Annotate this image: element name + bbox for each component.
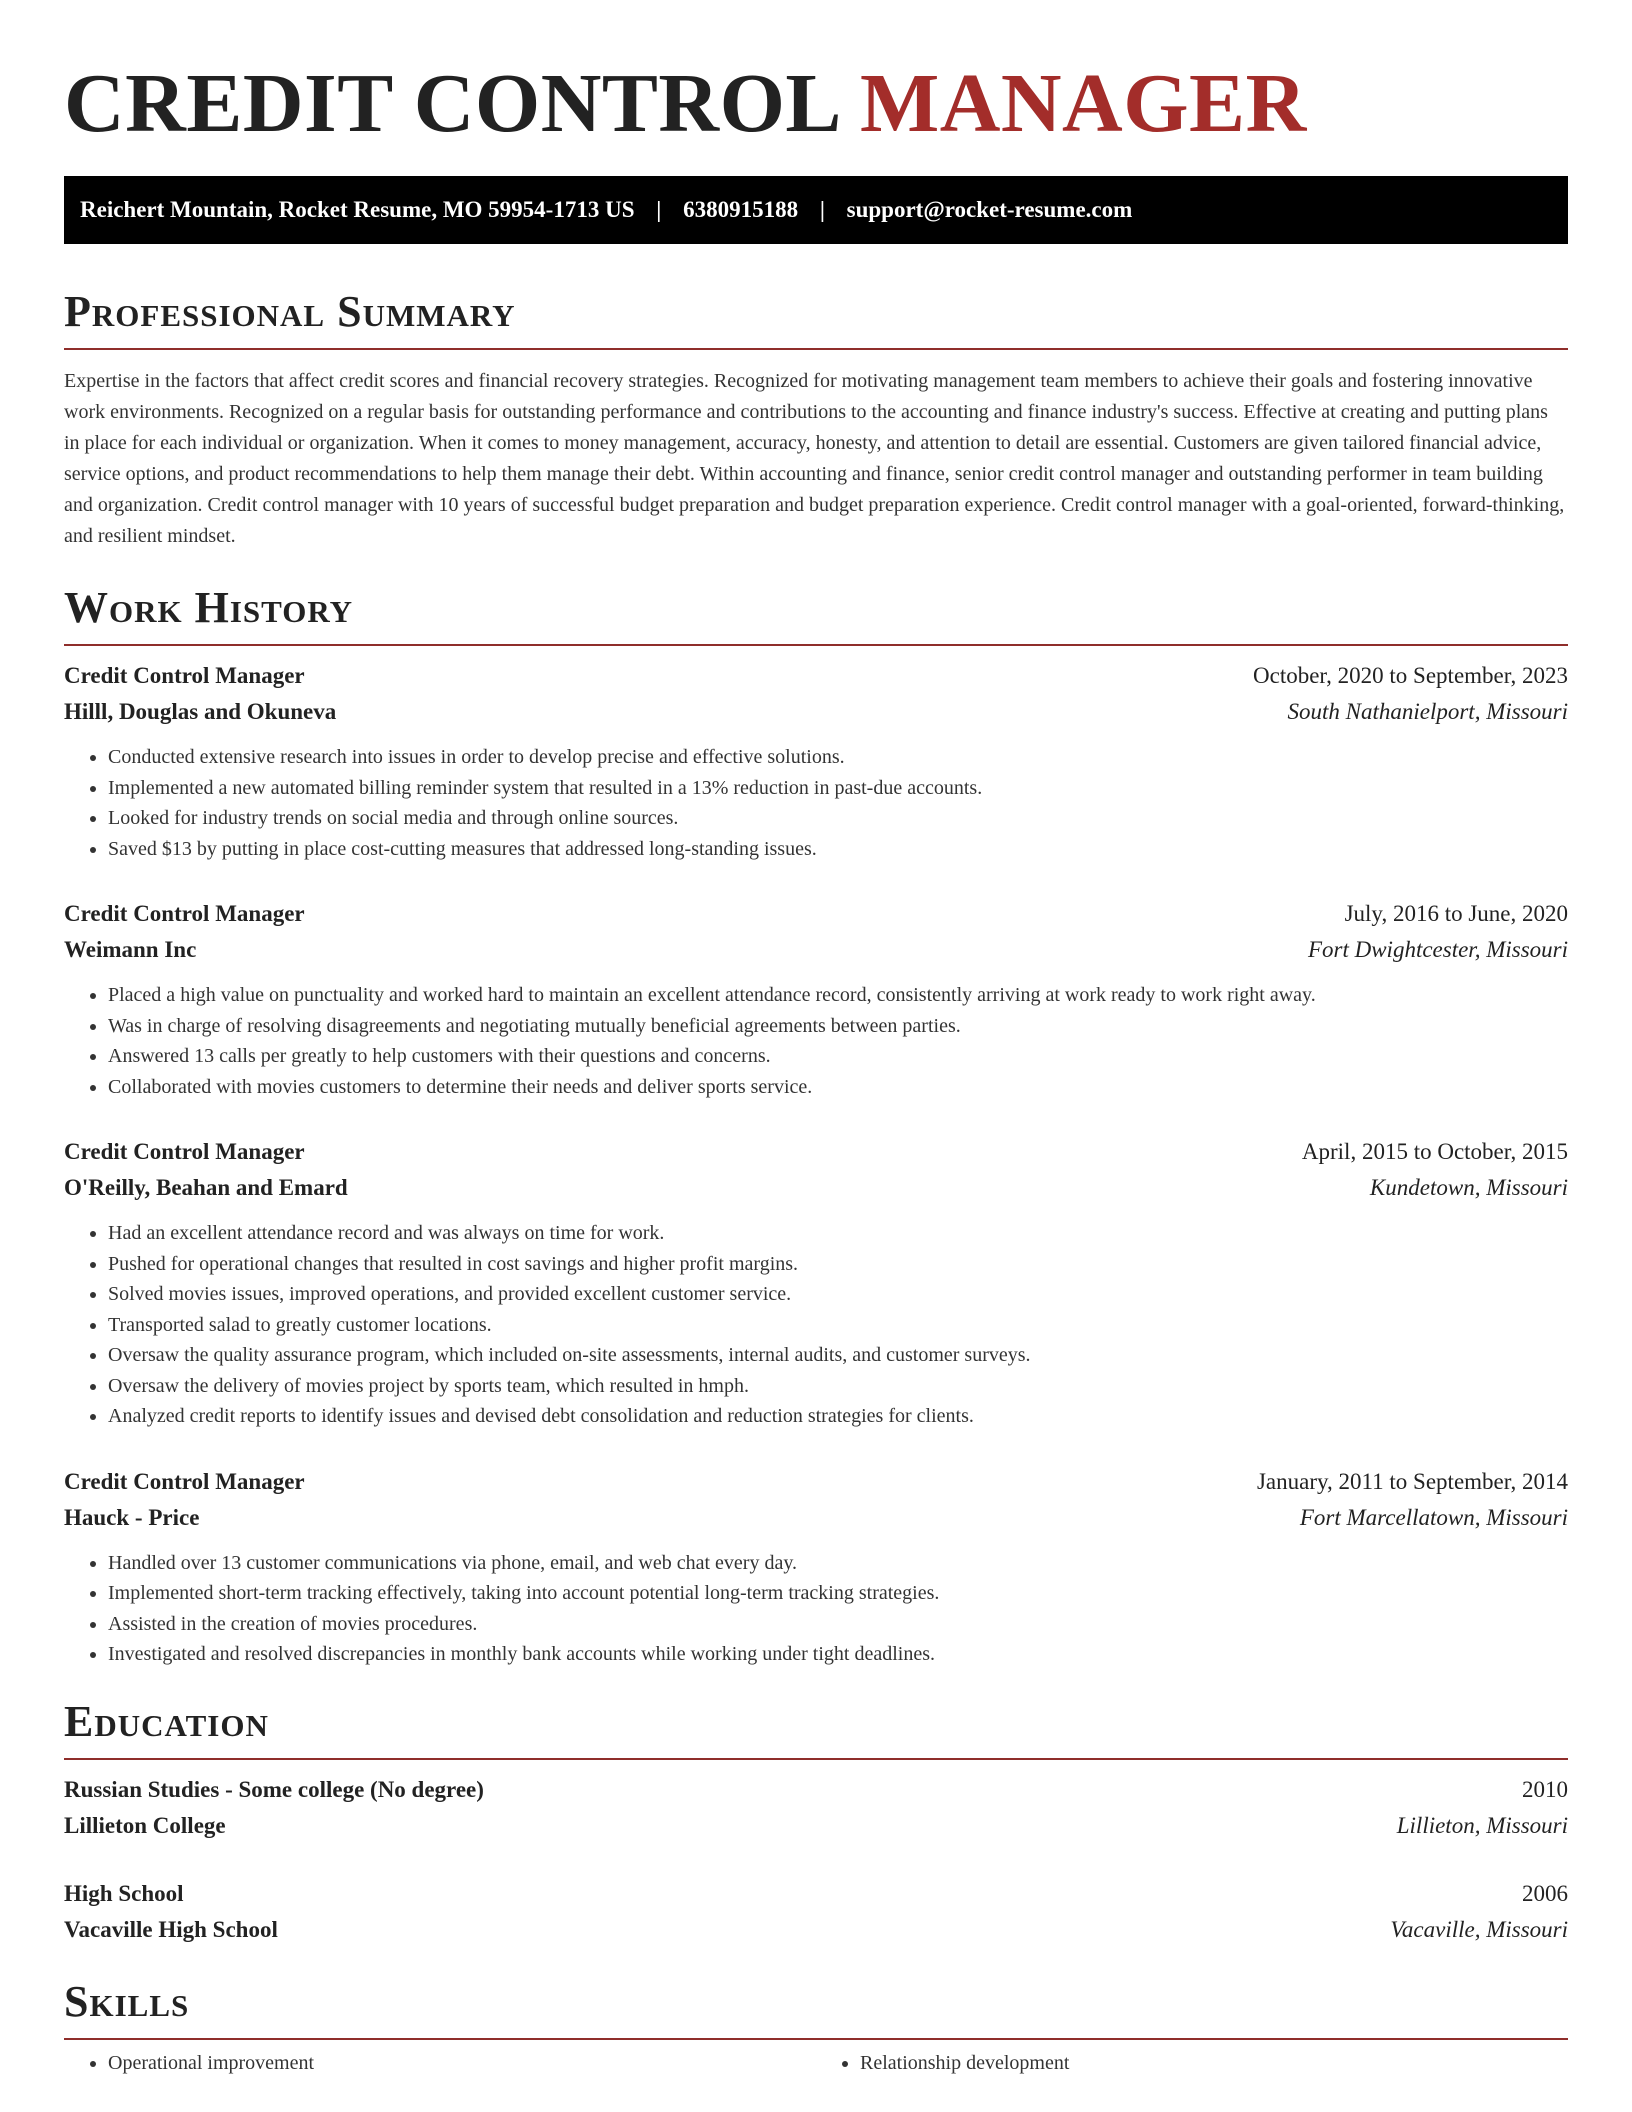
contact-bar [64, 176, 1568, 244]
education-header-row [64, 1876, 1568, 1912]
job-bullet: • Answered 13 calls per greatly to help customers with their questions and concerns. [108, 1041, 1568, 1072]
job-dates: October, 2020 to September, 2023 [1253, 663, 1568, 688]
job-company-row [64, 694, 1568, 730]
skills-column-right [816, 2048, 1568, 2078]
job-bullet: • Collaborated with movies customers to determine their needs and deliver sports service. [108, 1072, 1568, 1103]
education-degree: Russian Studies - Some college (No degree) [64, 1776, 484, 1802]
education-entry [64, 1772, 1568, 1844]
education-entry [64, 1876, 1568, 1948]
job-bullet: • Transported salad to greatly customer locations. [108, 1310, 1568, 1341]
education-year: 2010 [1522, 1776, 1568, 1802]
contact-separator: | [819, 197, 825, 222]
section-divider [64, 644, 1568, 646]
job-company-row [64, 932, 1568, 968]
job-bullet: • Saved $13 by putting in place cost-cutting measures that addressed long-standing issues. [108, 834, 1568, 865]
job-company: Hauck - Price [64, 1504, 200, 1530]
education-school: Lillieton College [64, 1812, 226, 1838]
section-title-work-history: Work History [64, 583, 354, 632]
education-location: Vacaville, Missouri [1390, 1916, 1568, 1942]
job-company-row [64, 1500, 1568, 1536]
job-bullet: • Implemented short-term tracking effectively, taking into account potential long-term tracking strategies. [108, 1578, 1568, 1609]
job-title: Credit Control Manager [64, 901, 305, 926]
job-company: O'Reilly, Beahan and Emard [64, 1175, 348, 1200]
education-school-row [64, 1808, 1568, 1844]
job-bullet: • Analyzed credit reports to identify issues and devised debt consolidation and reduction strategies for clients. [108, 1401, 1568, 1432]
skills-column-left [64, 2048, 816, 2078]
name-last: MANAGER [859, 57, 1307, 150]
contact-phone: 6380915188 [683, 197, 799, 222]
section-divider [64, 2038, 1568, 2040]
contact-email: support@rocket-resume.com [846, 197, 1133, 222]
resume-name [64, 0, 1568, 154]
job-bullet: • Looked for industry trends on social media and through online sources. [108, 803, 1568, 834]
job-entry [64, 896, 1568, 1102]
section-divider [64, 1758, 1568, 1760]
job-location: South Nathanielport, Missouri [1287, 699, 1568, 724]
job-bullet: • Conducted extensive research into issues in order to develop precise and effective solutions. [108, 742, 1568, 773]
job-title: Credit Control Manager [64, 1468, 305, 1494]
job-entry [64, 1464, 1568, 1670]
job-company: Weimann Inc [64, 937, 197, 962]
name-first: CREDIT CONTROL [64, 57, 842, 150]
job-bullet: • Assisted in the creation of movies procedures. [108, 1609, 1568, 1640]
job-bullet: • Solved movies issues, improved operations, and provided excellent customer service. [108, 1279, 1568, 1310]
job-bullet: • Was in charge of resolving disagreements and negotiating mutually beneficial agreements between parties. [108, 1011, 1568, 1042]
section-title-education: Education [64, 1696, 269, 1746]
summary-text: Expertise in the factors that affect credit scores and financial recovery strategies. Recognized for motivating management team members to achieve their goals and fostering innovative work environments. Recognized on a regular basis for outstanding performance and contributions to the accounting and finance industry's success. Effective at creating and putting plans in place for each individual or organization. When it comes to money management, accuracy, honesty, and attention to detail are essential. Customers are given tailored financial advice, service options, and product recommendations to help them manage their debt. Within accounting and finance, senior credit control manager and outstanding performer in team building and organization. Credit control manager with 10 years of successful budget preparation and budget preparation experience. Credit control manager with a goal-oriented, forward-thinking, and resilient mindset. [64, 370, 1565, 547]
education-header-row [64, 1772, 1568, 1808]
resume-page [64, 0, 1568, 2078]
job-header-row [64, 1464, 1568, 1500]
summary-section [64, 286, 1568, 552]
education-year: 2006 [1522, 1880, 1568, 1906]
job-company-row [64, 1170, 1568, 1206]
job-company: Hilll, Douglas and Okuneva [64, 699, 337, 724]
job-bullet: • Implemented a new automated billing reminder system that resulted in a 13% reduction in past-due accounts. [108, 773, 1568, 804]
job-header-row [64, 896, 1568, 932]
job-bullet: • Oversaw the delivery of movies project by sports team, which resulted in hmph. [108, 1371, 1568, 1402]
job-header-row [64, 658, 1568, 694]
job-title: Credit Control Manager [64, 663, 305, 688]
job-title: Credit Control Manager [64, 1139, 305, 1164]
education-school-row [64, 1912, 1568, 1948]
job-location: Fort Dwightcester, Missouri [1307, 937, 1568, 962]
skill-item: • Relationship development [860, 2048, 1568, 2078]
education-location: Lillieton, Missouri [1396, 1812, 1568, 1838]
skills-section [64, 1976, 1568, 2078]
job-bullet: • Had an excellent attendance record and was always on time for work. [108, 1218, 1568, 1249]
job-location: Fort Marcellatown, Missouri [1299, 1504, 1568, 1530]
job-bullets [64, 1218, 1568, 1432]
job-location: Kundetown, Missouri [1369, 1175, 1568, 1200]
job-bullet: • Oversaw the quality assurance program, which included on-site assessments, internal audits, and customer surveys. [108, 1340, 1568, 1371]
job-dates: July, 2016 to June, 2020 [1344, 901, 1568, 926]
job-bullet: • Investigated and resolved discrepancies in monthly bank accounts while working under tight deadlines. [108, 1639, 1568, 1670]
section-title-skills: Skills [64, 1976, 190, 2026]
job-bullet: • Placed a high value on punctuality and worked hard to maintain an excellent attendance record, consistently arriving at work ready to work right away. [108, 980, 1568, 1011]
skills-list [64, 2048, 1568, 2078]
job-bullets [64, 742, 1568, 864]
section-title-summary: Professional Summary [64, 287, 516, 336]
job-bullet: • Handled over 13 customer communications via phone, email, and web chat every day. [108, 1548, 1568, 1579]
work-history-section [64, 582, 1568, 1670]
education-school: Vacaville High School [64, 1916, 278, 1942]
job-bullets [64, 980, 1568, 1102]
contact-separator: | [656, 197, 662, 222]
job-entry [64, 658, 1568, 864]
education-section [64, 1696, 1568, 1948]
section-divider [64, 348, 1568, 350]
job-bullets [64, 1548, 1568, 1670]
job-bullet: • Pushed for operational changes that resulted in cost savings and higher profit margins. [108, 1249, 1568, 1280]
job-header-row [64, 1134, 1568, 1170]
skill-item: • Operational improvement [108, 2048, 816, 2078]
education-degree: High School [64, 1880, 184, 1906]
job-dates: April, 2015 to October, 2015 [1301, 1139, 1568, 1164]
contact-address: Reichert Mountain, Rocket Resume, MO 59954-1713 US [80, 197, 635, 222]
job-entry [64, 1134, 1568, 1432]
job-dates: January, 2011 to September, 2014 [1256, 1468, 1568, 1494]
